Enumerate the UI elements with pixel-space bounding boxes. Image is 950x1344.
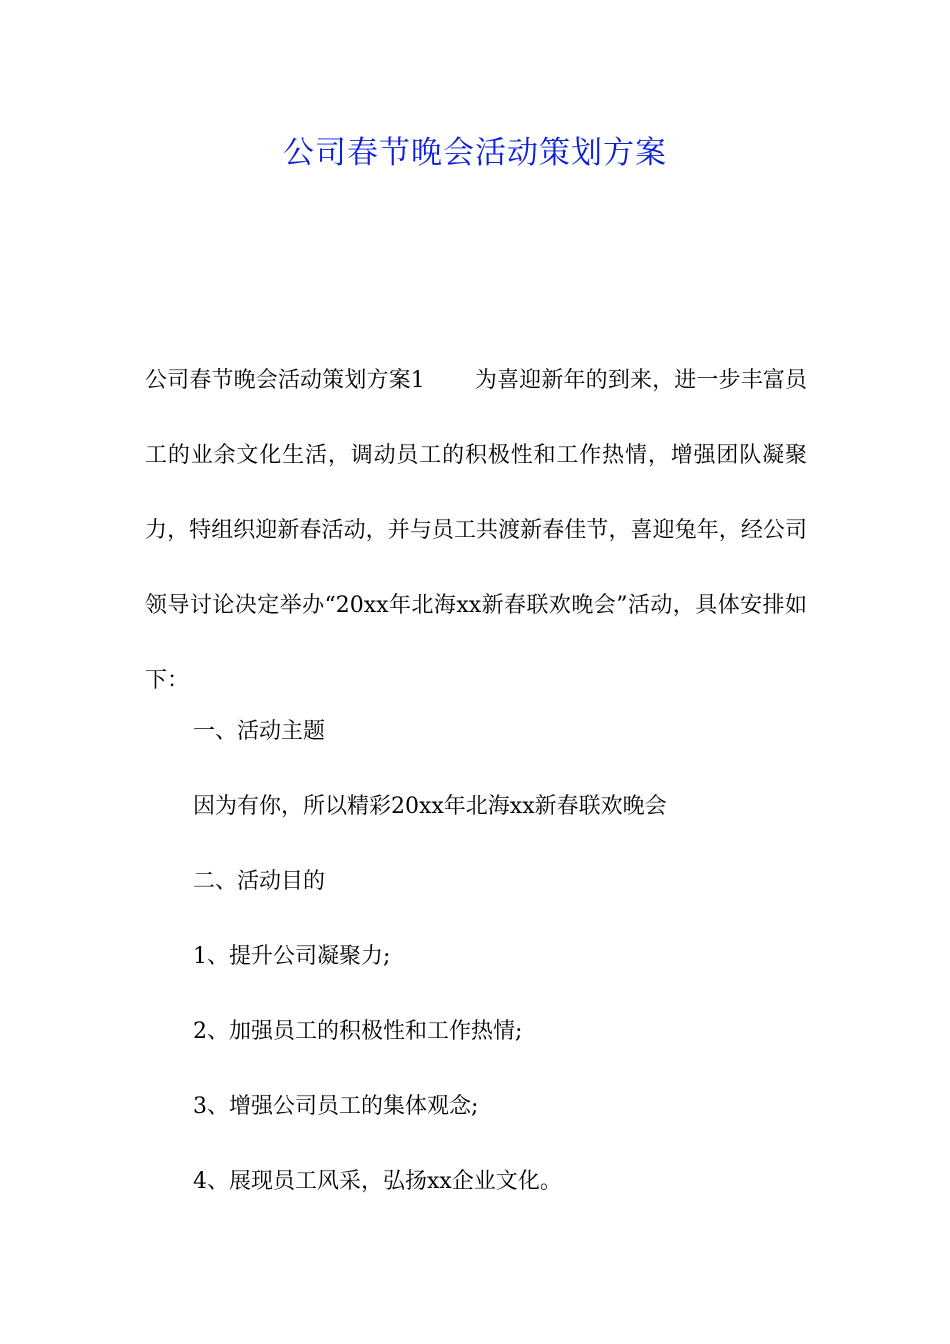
purpose-item: 4、展现员工风采，弘扬xx企业文化。	[193, 1169, 562, 1194]
theme-text: 因为有你，所以精彩20xx年北海xx新春联欢晚会	[193, 794, 667, 819]
intro-paragraph	[145, 343, 807, 718]
section-heading-purpose: 二、活动目的	[193, 869, 326, 894]
purpose-item: 2、加强员工的积极性和工作热情;	[193, 1019, 523, 1044]
purpose-item: 1、提升公司凝聚力;	[193, 944, 391, 969]
document-title: 公司春节晚会活动策划方案	[283, 135, 667, 171]
section-heading-theme: 一、活动主题	[193, 719, 326, 744]
intro-text: 为喜迎新年的到来，进一步丰富员工的业余文化生活，调动员工的积极性和工作热情，增强团队凝聚力，特组织迎新春活动，并与员工共渡新春佳节，喜迎兔年，经公司领导讨论决定举办“20xx年北海xx新春联欢晚会”活动，具体安排如下：	[145, 368, 807, 693]
purpose-item: 3、增强公司员工的集体观念;	[193, 1094, 479, 1119]
intro-heading: 公司春节晚会活动策划方案1	[145, 368, 425, 393]
